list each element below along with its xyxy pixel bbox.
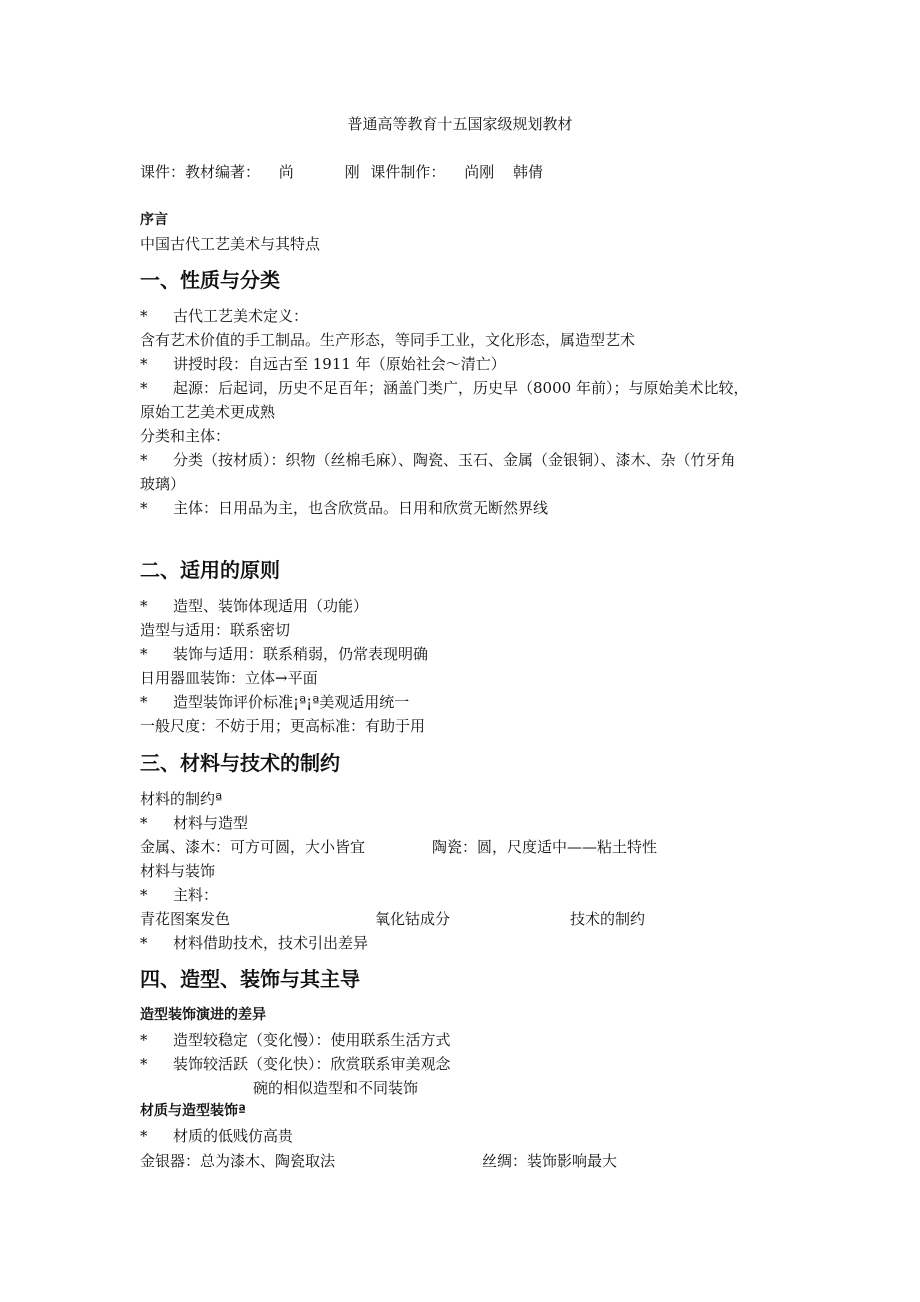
s3-line-1: 材料的制约ª bbox=[140, 790, 223, 808]
section-1-heading: 一、性质与分类 bbox=[140, 268, 280, 292]
s4-subheading-2: 材质与造型装饰ª bbox=[140, 1103, 246, 1119]
s4-item-1 bbox=[140, 1030, 451, 1050]
s1-item-3 bbox=[140, 354, 506, 374]
s4-line-4: 材质的低贱仿高贵 bbox=[173, 1127, 294, 1145]
s3-line-7: 材料借助技术，技术引出差异 bbox=[173, 934, 369, 952]
s2-item-1 bbox=[140, 596, 368, 616]
bullet-star: * bbox=[140, 814, 148, 832]
s4-line-2: 装饰较活跃（变化快）：欣赏联系审美观念 bbox=[173, 1055, 451, 1073]
s1-item-9 bbox=[140, 498, 548, 518]
bullet-star: * bbox=[140, 934, 148, 952]
bullet-star: * bbox=[140, 355, 148, 373]
s1-item-1 bbox=[140, 306, 308, 326]
section-2-heading: 二、适用的原则 bbox=[140, 558, 280, 582]
s3-line-5: 主料： bbox=[173, 886, 219, 904]
s3-line-3a: 金属、漆木：可方可圆，大小皆宜 bbox=[140, 838, 366, 856]
s4-line-1: 造型较稳定（变化慢）：使用联系生活方式 bbox=[173, 1031, 451, 1049]
s4-line-3: 碗的相似造型和不同装饰 bbox=[253, 1079, 419, 1097]
s4-line-5b: 丝绸：装饰影响最大 bbox=[482, 1152, 618, 1170]
s3-item-2 bbox=[140, 813, 248, 833]
bullet-star: * bbox=[140, 307, 148, 325]
preface-heading: 序言 bbox=[140, 212, 168, 228]
s1-line-7: 分类（按材质）：织物（丝棉毛麻）、陶瓷、玉石、金属（金银铜）、漆木、杂（竹牙角 bbox=[173, 451, 736, 469]
s3-line-4: 材料与装饰 bbox=[140, 862, 216, 880]
s2-line-2: 造型与适用：联系密切 bbox=[140, 621, 291, 639]
s1-line-3: 讲授时段：自远古至 1911 年（原始社会～清亡） bbox=[173, 355, 506, 373]
s4-item-4 bbox=[140, 1126, 293, 1146]
author-name-part2: 刚 bbox=[344, 163, 360, 181]
s2-item-3 bbox=[140, 644, 428, 664]
credits-label-author: 课件：教材编著： bbox=[140, 163, 261, 181]
s1-line-8: 玻璃） bbox=[140, 475, 186, 493]
credits-line bbox=[140, 162, 543, 182]
bullet-star: * bbox=[140, 645, 148, 663]
s1-line-1: 古代工艺美术定义： bbox=[173, 307, 309, 325]
bullet-star: * bbox=[140, 886, 148, 904]
s1-line-6: 分类和主体： bbox=[140, 427, 231, 445]
preface-text: 中国古代工艺美术与其特点 bbox=[140, 235, 321, 253]
page-title: 普通高等教育十五国家级规划教材 bbox=[347, 115, 573, 133]
s1-line-2: 含有艺术价值的手工制品。生产形态，等同手工业，文化形态，属造型艺术 bbox=[140, 331, 636, 349]
s2-item-5 bbox=[140, 692, 409, 712]
section-3-heading: 三、材料与技术的制约 bbox=[140, 751, 340, 775]
credits-label-maker: 课件制作： bbox=[370, 163, 446, 181]
s4-line-5a: 金银器：总为漆木、陶瓷取法 bbox=[140, 1152, 336, 1170]
s1-item-7 bbox=[140, 450, 736, 470]
s1-line-9: 主体：日用品为主，也含欣赏品。日用和欣赏无断然界线 bbox=[173, 499, 549, 517]
bullet-star: * bbox=[140, 693, 148, 711]
s3-line-6c: 技术的制约 bbox=[570, 910, 646, 928]
s2-line-5: 造型装饰评价标准¡ª¡ª美观适用统一 bbox=[173, 693, 410, 711]
bullet-star: * bbox=[140, 499, 148, 517]
maker-name-1: 尚刚 bbox=[464, 163, 495, 181]
s3-line-6b: 氧化钴成分 bbox=[375, 910, 451, 928]
s4-item-2 bbox=[140, 1054, 451, 1074]
maker-name-2: 韩倩 bbox=[512, 163, 543, 181]
s1-item-4 bbox=[140, 378, 748, 398]
s3-line-3b: 陶瓷：圆，尺度适中——粘土特性 bbox=[432, 838, 658, 856]
s2-line-4: 日用器皿装饰：立体→平面 bbox=[140, 669, 318, 687]
s1-line-5: 原始工艺美术更成熟 bbox=[140, 403, 276, 421]
section-4-heading: 四、造型、装饰与其主导 bbox=[140, 967, 360, 991]
bullet-star: * bbox=[140, 1031, 148, 1049]
bullet-star: * bbox=[140, 1055, 148, 1073]
author-name-part1: 尚 bbox=[278, 163, 294, 181]
bullet-star: * bbox=[140, 1127, 148, 1145]
s2-line-3: 装饰与适用：联系稍弱，仍常表现明确 bbox=[173, 645, 429, 663]
bullet-star: * bbox=[140, 597, 148, 615]
s1-line-4: 起源：后起词，历史不足百年；涵盖门类广，历史早（8000 年前）；与原始美术比较， bbox=[173, 379, 749, 397]
s3-item-5 bbox=[140, 885, 218, 905]
bullet-star: * bbox=[140, 451, 148, 469]
s2-line-6: 一般尺度：不妨于用；更高标准：有助于用 bbox=[140, 717, 426, 735]
s3-line-2: 材料与造型 bbox=[173, 814, 249, 832]
s3-item-7 bbox=[140, 933, 368, 953]
s4-subheading-1: 造型装饰演进的差异 bbox=[140, 1007, 266, 1023]
bullet-star: * bbox=[140, 379, 148, 397]
s3-line-6a: 青花图案发色 bbox=[140, 910, 231, 928]
s2-line-1: 造型、装饰体现适用（功能） bbox=[173, 597, 369, 615]
